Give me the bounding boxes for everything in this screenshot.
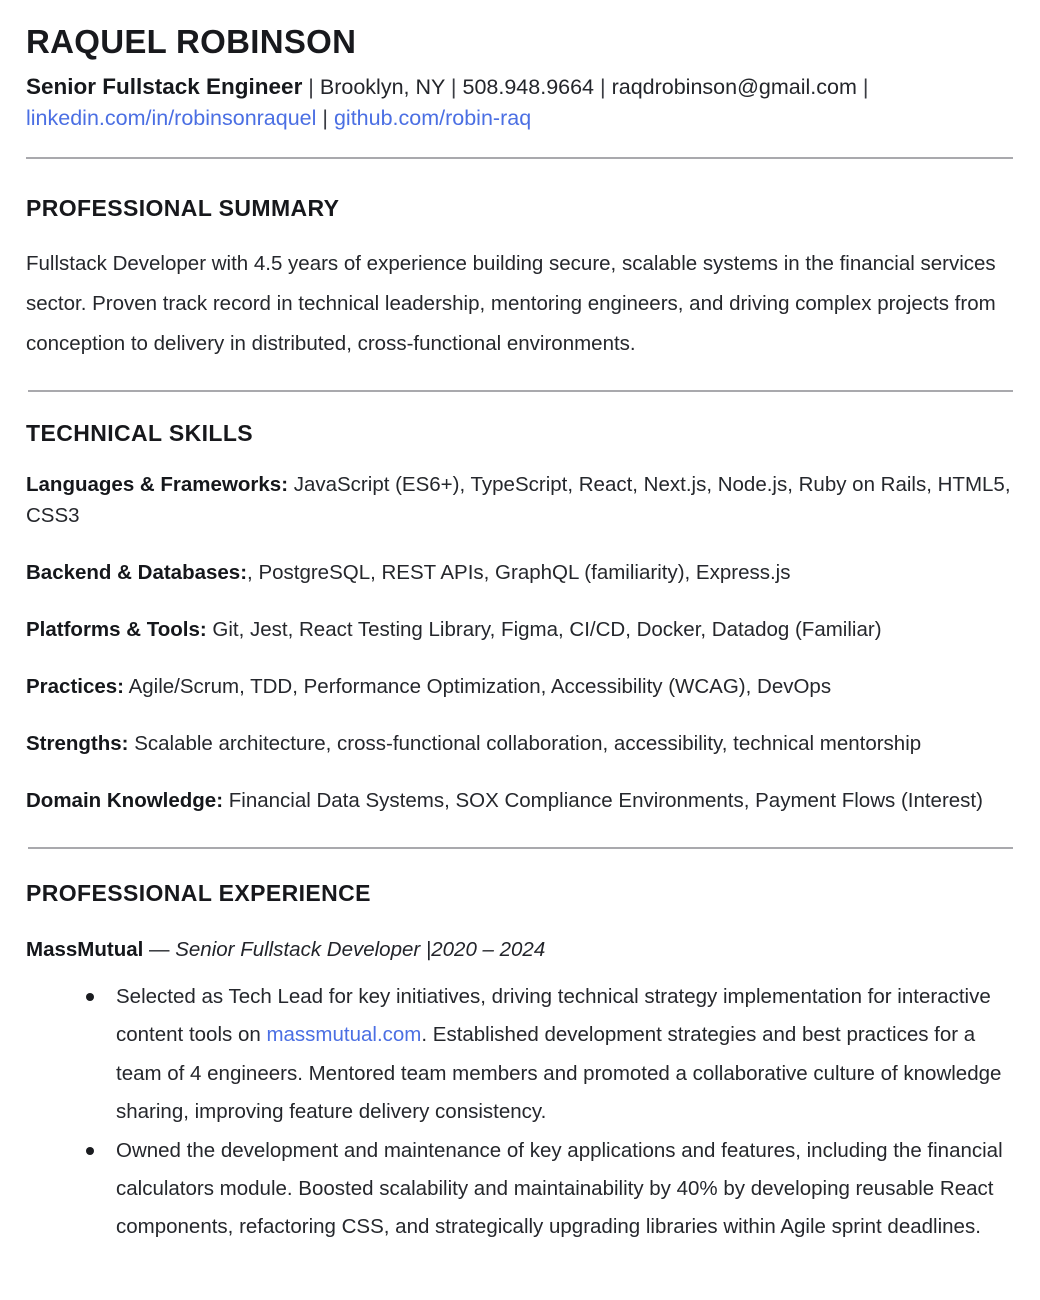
divider-skills — [28, 847, 1013, 849]
skill-value: , PostgreSQL, REST APIs, GraphQL (familiarity), Express.js — [247, 560, 791, 584]
divider-header — [26, 157, 1013, 159]
list-item — [26, 1132, 1014, 1246]
section-heading-skills: TECHNICAL SKILLS — [26, 419, 254, 446]
section-heading-summary: PROFESSIONAL SUMMARY — [26, 195, 340, 222]
contact-separator-5: | — [316, 106, 334, 131]
skill-label: Platforms & Tools: — [26, 617, 207, 641]
contact-email: raqdrobinson@gmail.com — [611, 74, 857, 99]
skill-label: Domain Knowledge: — [26, 789, 224, 813]
skill-value: Scalable architecture, cross-functional collaboration, accessibility, technical mentorship — [128, 732, 922, 756]
job-bullets — [26, 978, 1014, 1246]
skill-value: Agile/Scrum, TDD, Performance Optimization, Accessibility (WCAG), DevOps — [124, 675, 832, 699]
candidate-name: RAQUEL ROBINSON — [26, 23, 357, 60]
massmutual-link[interactable]: massmutual.com — [266, 1023, 422, 1047]
skill-row — [26, 728, 1014, 759]
skill-label: Practices: — [26, 675, 125, 699]
experience-entry — [26, 935, 1014, 1247]
job-meta — [170, 938, 546, 961]
skill-label: Strengths: — [26, 732, 129, 756]
contact-separator-4: | — [856, 74, 869, 99]
skill-row — [26, 614, 1014, 645]
skill-row — [26, 671, 1014, 702]
skill-row — [26, 469, 1014, 531]
section-heading-experience: PROFESSIONAL EXPERIENCE — [26, 879, 371, 906]
skill-row — [26, 557, 1014, 588]
skill-label: Languages & Frameworks: — [26, 472, 289, 496]
contact-separator-1: | — [302, 74, 320, 99]
skills-list — [26, 469, 1014, 817]
bullet-text-before: Owned the development and maintenance of key applications and features, including the financial calculators module. Boosted scalability and maintainability by 40% by developing reusable React components, refactoring CSS, and strategically upgrading libraries within Agile sprint deadlines. — [116, 1138, 1003, 1239]
bullet-text-after: . Established development strategies and best practices for a team of 4 engineers. Mentored team members and promoted a collaborative culture of knowledge sharing, improving feature delivery consistency. — [116, 1023, 1002, 1123]
job-company: MassMutual — [26, 937, 144, 961]
skill-value: Git, Jest, React Testing Library, Figma, CI/CD, Docker, Datadog (Familiar) — [206, 617, 882, 641]
candidate-role: Senior Fullstack Engineer — [26, 73, 303, 99]
job-dates: 2020 – 2024 — [431, 937, 546, 961]
contact-separator-3: | — [594, 74, 612, 99]
skill-label: Backend & Databases: — [26, 560, 248, 584]
list-item — [26, 978, 1014, 1131]
contact-phone: 508.948.9664 — [462, 74, 595, 99]
skill-value: Financial Data Systems, SOX Compliance Environments, Payment Flows (Interest) — [223, 789, 983, 813]
contact-separator-2: | — [444, 74, 463, 99]
contact-line — [26, 70, 1014, 136]
divider-summary — [28, 390, 1013, 392]
skill-value: JavaScript (ES6+), TypeScript, React, Next.js, Node.js, Ruby on Rails, HTML5, CSS3 — [26, 472, 1011, 527]
skill-row — [26, 785, 1014, 816]
job-separator: | — [425, 937, 432, 961]
bullet-text-before: Selected as Tech Lead for key initiatives, driving technical strategy implementation for interactive content tools on — [116, 985, 991, 1047]
github-link[interactable]: github.com/robin-raq — [333, 106, 532, 131]
job-title: Senior Fullstack Developer — [175, 937, 426, 961]
summary-body: Fullstack Developer with 4.5 years of experience building secure, scalable systems in the financial services sector. Proven track record in technical leadership, mentoring engineers, and driving complex projects from conception to delivery in distributed, cross-functional environments. — [26, 252, 996, 355]
linkedin-link[interactable]: linkedin.com/in/robinsonraquel — [26, 106, 317, 131]
em-dash: — — [149, 937, 170, 961]
job-title-line — [26, 935, 1014, 966]
contact-location: Brooklyn, NY — [319, 74, 445, 99]
